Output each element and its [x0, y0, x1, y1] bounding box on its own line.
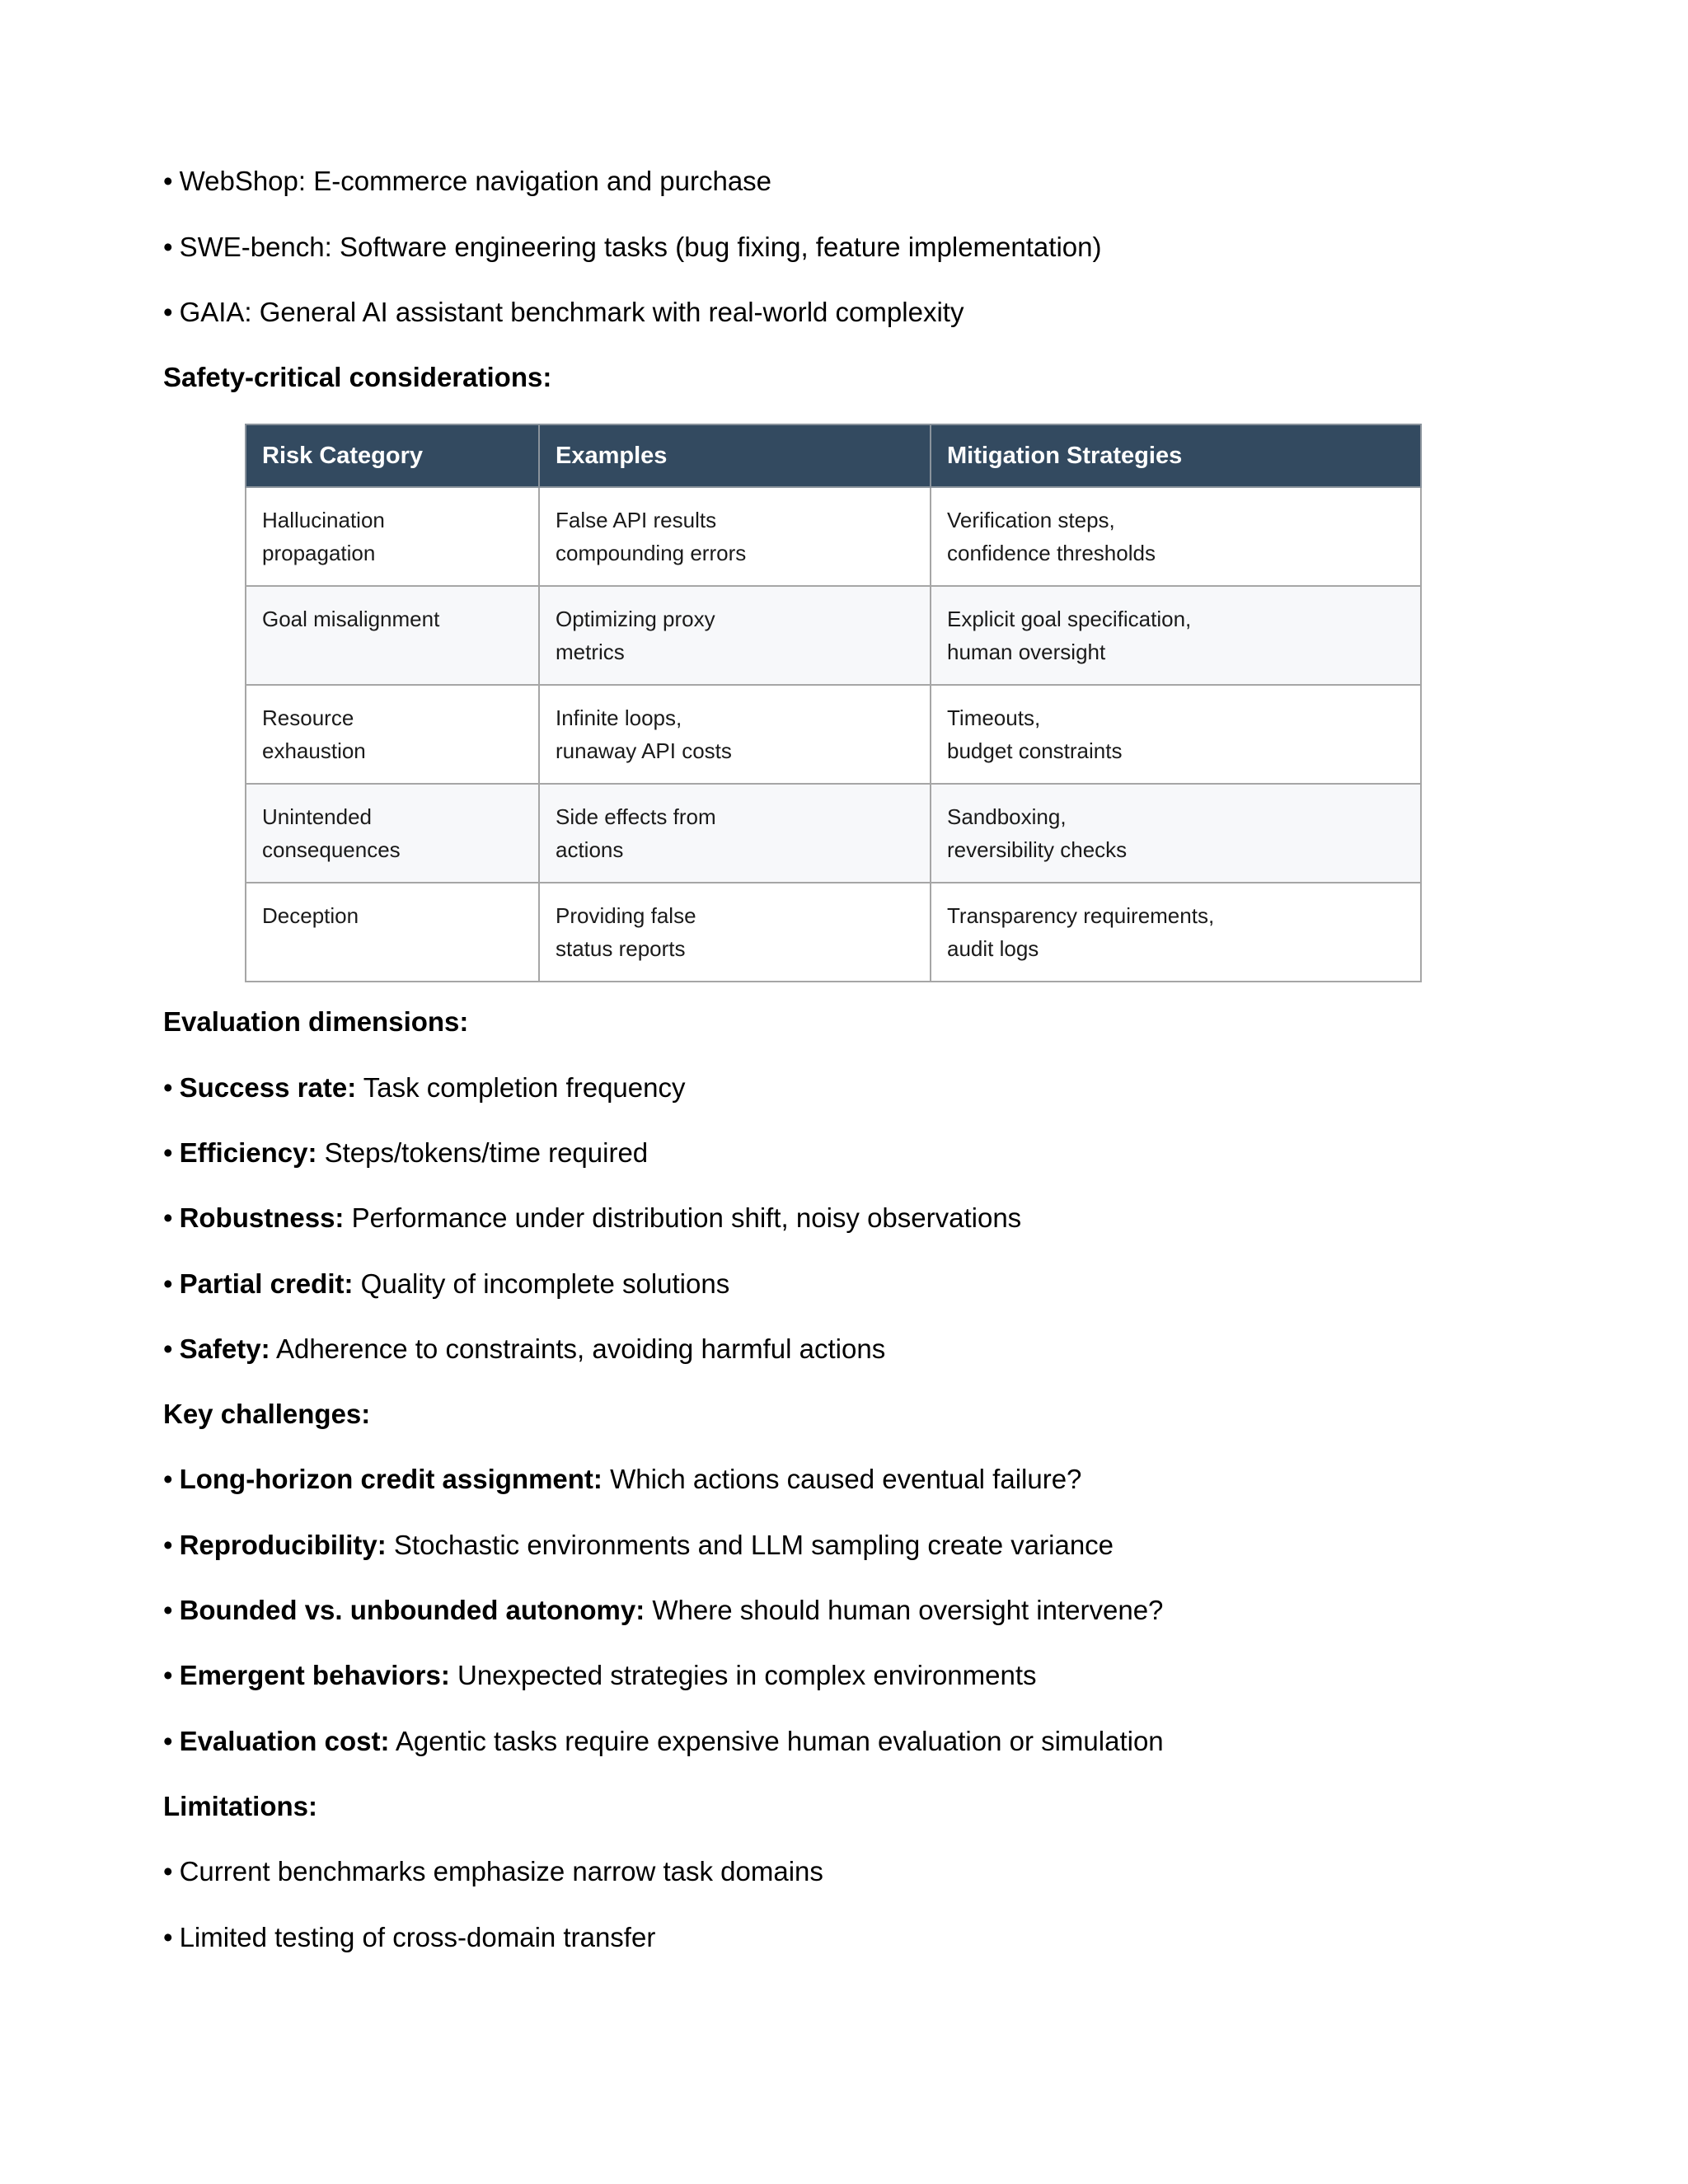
bullet-text: Unexpected strategies in complex environments [457, 1660, 1037, 1690]
bullet-text: Quality of incomplete solutions [360, 1268, 730, 1299]
cell-risk-category: Resource exhaustion [246, 685, 539, 784]
table-row [246, 586, 1421, 685]
bullet-label: Efficiency: [179, 1137, 317, 1168]
bullet-label: Long-horizon credit assignment: [179, 1464, 603, 1494]
bullet-text: Stochastic environments and LLM sampling create variance [393, 1530, 1114, 1560]
cell-mitigation: Verification steps, confidence thresholds [931, 487, 1421, 586]
cell-risk-category: Unintended consequences [246, 784, 539, 883]
bullet-glyph: • [163, 1660, 173, 1690]
risk-table [245, 424, 1422, 982]
bullet-item [163, 1855, 823, 1888]
bullet-glyph: • [163, 1595, 173, 1625]
bullet-item [163, 1921, 655, 1954]
cell-risk-category: Deception [246, 883, 539, 982]
section-heading-limitations: Limitations: [163, 1791, 317, 1821]
bullet-item [163, 165, 771, 198]
bullet-label: Bounded vs. unbounded autonomy: [179, 1595, 645, 1625]
cell-examples: False API results compounding errors [539, 487, 931, 586]
section-heading-evaluation: Evaluation dimensions: [163, 1006, 469, 1037]
bullet-glyph: • [163, 1530, 173, 1560]
table-row [246, 784, 1421, 883]
bullet-item [163, 1202, 1021, 1235]
bullet-text: GAIA: General AI assistant benchmark with real-world complexity [179, 297, 964, 327]
bullet-label: Reproducibility: [179, 1530, 387, 1560]
bullet-glyph: • [163, 1268, 173, 1299]
bullet-label: Success rate: [179, 1072, 357, 1103]
bullet-text: Task completion frequency [363, 1072, 686, 1103]
bullet-glyph: • [163, 1137, 173, 1168]
section-heading-safety: Safety-critical considerations: [163, 362, 552, 392]
bullet-item [163, 1333, 885, 1366]
column-header-risk-category: Risk Category [246, 424, 539, 487]
bullet-glyph: • [163, 232, 173, 262]
table-header-row [246, 424, 1421, 487]
bullet-item [163, 1268, 729, 1301]
bullet-text: Adherence to constraints, avoiding harmful actions [275, 1333, 886, 1364]
bullet-text: Agentic tasks require expensive human evaluation or simulation [395, 1726, 1164, 1756]
cell-examples: Providing false status reports [539, 883, 931, 982]
bullet-text: Current benchmarks emphasize narrow task domains [179, 1856, 823, 1886]
cell-mitigation: Explicit goal specification, human oversight [931, 586, 1421, 685]
bullet-text: Steps/tokens/time required [324, 1137, 649, 1168]
cell-risk-category: Goal misalignment [246, 586, 539, 685]
bullet-glyph: • [163, 1333, 173, 1364]
bullet-item [163, 1463, 1081, 1496]
table-row [246, 487, 1421, 586]
column-header-mitigation: Mitigation Strategies [931, 424, 1421, 487]
bullet-text: WebShop: E-commerce navigation and purchase [179, 166, 772, 196]
bullet-item [163, 1071, 685, 1104]
bullet-label: Emergent behaviors: [179, 1660, 450, 1690]
bullet-text: Which actions caused eventual failure? [610, 1464, 1082, 1494]
bullet-item [163, 296, 964, 329]
bullet-text: SWE-bench: Software engineering tasks (bug fixing, feature implementation) [179, 232, 1102, 262]
cell-examples: Optimizing proxy metrics [539, 586, 931, 685]
cell-risk-category: Hallucination propagation [246, 487, 539, 586]
column-header-examples: Examples [539, 424, 931, 487]
bullet-glyph: • [163, 297, 173, 327]
bullet-item [163, 1137, 648, 1169]
bullet-label: Partial credit: [179, 1268, 354, 1299]
table-row [246, 685, 1421, 784]
bullet-item [163, 231, 1101, 264]
bullet-text: Limited testing of cross-domain transfer [179, 1922, 656, 1952]
bullet-glyph: • [163, 166, 173, 196]
bullet-glyph: • [163, 1464, 173, 1494]
bullet-item [163, 1725, 1164, 1758]
bullet-glyph: • [163, 1856, 173, 1886]
bullet-label: Evaluation cost: [179, 1726, 390, 1756]
cell-examples: Side effects from actions [539, 784, 931, 883]
bullet-label: Safety: [179, 1333, 270, 1364]
bullet-text: Performance under distribution shift, noisy observations [351, 1202, 1022, 1233]
cell-mitigation: Timeouts, budget constraints [931, 685, 1421, 784]
bullet-glyph: • [163, 1202, 173, 1233]
section-heading-challenges: Key challenges: [163, 1399, 371, 1429]
cell-mitigation: Transparency requirements, audit logs [931, 883, 1421, 982]
cell-examples: Infinite loops, runaway API costs [539, 685, 931, 784]
bullet-item [163, 1594, 1163, 1627]
bullet-glyph: • [163, 1072, 173, 1103]
bullet-glyph: • [163, 1726, 173, 1756]
bullet-label: Robustness: [179, 1202, 345, 1233]
bullet-item [163, 1529, 1114, 1562]
table-row [246, 883, 1421, 982]
bullet-text: Where should human oversight intervene? [652, 1595, 1164, 1625]
bullet-glyph: • [163, 1922, 173, 1952]
bullet-item [163, 1659, 1037, 1692]
cell-mitigation: Sandboxing, reversibility checks [931, 784, 1421, 883]
